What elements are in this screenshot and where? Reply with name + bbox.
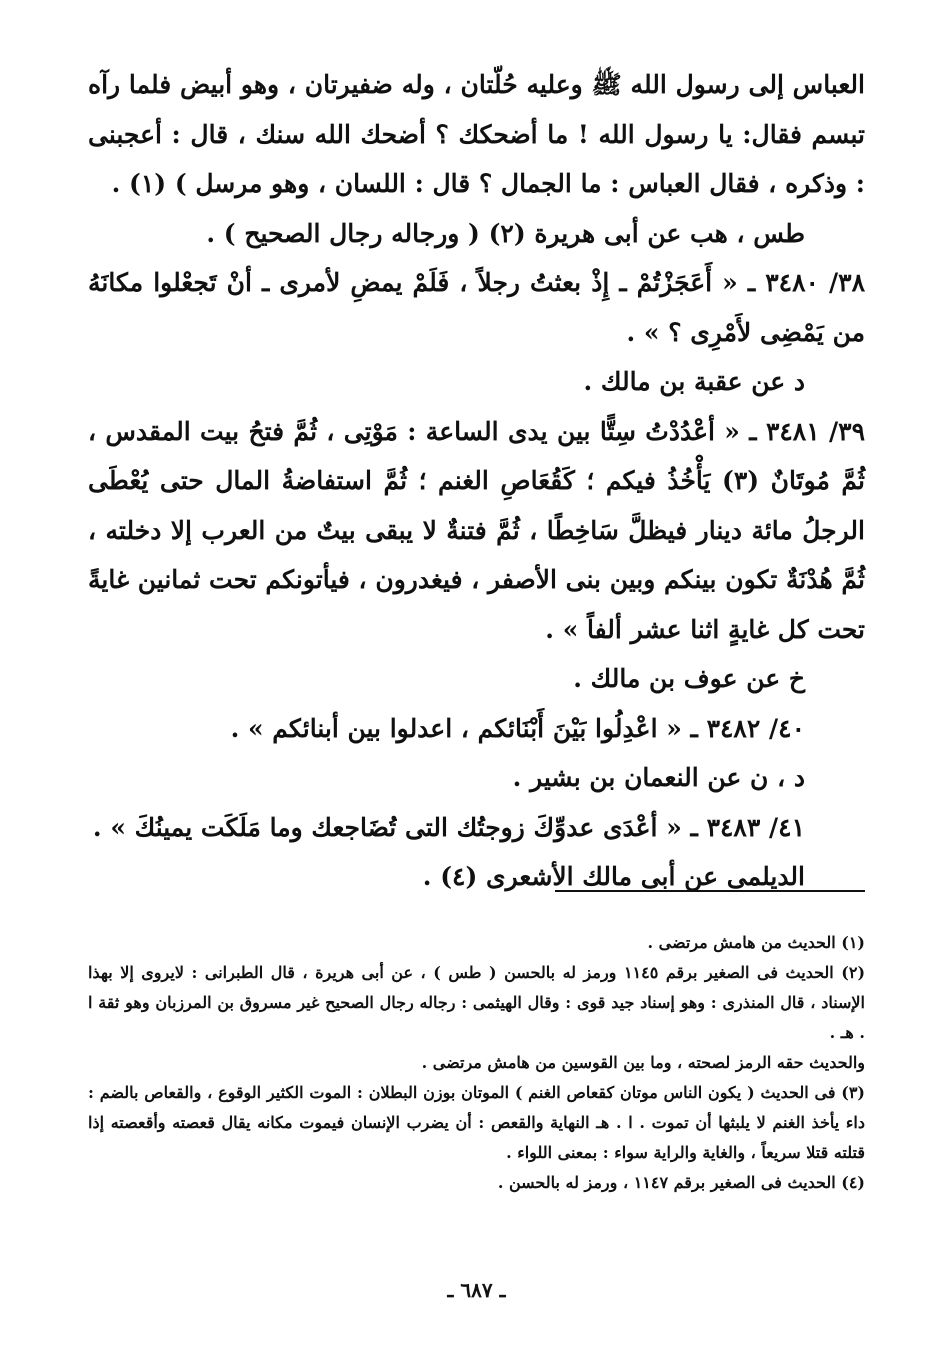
source-line: الديلمى عن أبى مالك الأشعرى (٤) . [422,862,805,891]
source-line: د عن عقبة بن مالك . [583,367,805,396]
hadith-continuation: العباس إلى رسول الله ﷺ وعليه حُلّتان ، وله ضفيرتان ، وهو أبيض فلما رآه تبسم فقال: يا رسول الله ! ما أضحكك ؟ أضحك الله سنك ، قال : أعجبنى : وذكره ، فقال العباس : ما الجمال ؟ قال : اللسان ، وهو مرسل ) (١) . [88,70,865,198]
page-number: ـ ٦٨٧ ـ [447,1278,506,1302]
hadith-3481: ٣٩/ ٣٤٨١ ـ « أعْدُدْتُ سِتًّا بين يدى الساعة : مَوْتِى ، ثُمَّ فتحُ بيت المقدس ، ثُمَّ مُوتَانٌ (٣) يَأْخُذُ فيكم ؛ كَقُعَاصِ الغنم ؛ ثُمَّ استفاضةُ المال حتى يُعْطَى الرجلُ مائة دينار فيظلَّ سَاخِطًا ، ثُمَّ فتنةٌ لا يبقى بيتٌ من العرب إلا دخلته ، ثُمَّ هُدْنَةٌ تكون بينكم وبين بنى الأصفر ، فيغدرون ، فيأتونكم تحت ثمانين غايةً تحت كل غايةٍ اثنا عشر ألفاً » . [88,416,866,644]
footnote-1: (١) الحديث من هامش مرتضى . [647,933,865,952]
footnote-divider [555,890,865,892]
footnote-2: (٢) الحديث فى الصغير برقم ١١٤٥ ورمز له بالحسن ( طس ) ، عن أبى هريرة ، قال الطبرانى : لايروى إلا بهذا الإسناد ، قال المنذرى : وهو إسناد جيد قوى : وقال الهيثمى : رجاله رجال الصحيح غير مسروق بن المرزبان وهو ثقة ا . هـ . [88,963,866,1042]
footnote-3: (٣) فى الحديث ( يكون الناس موتان كقعاص الغنم ) الموتان بوزن البطلان : الموت الكثير الوقوع ، والقعاص بالضم : داء يأخذ الغنم لا يلبثها أن تموت . ا . هـ النهاية والقعص : أن يضرب الإنسان فيموت مكانه يقال قعصته وأقعصته إذا قتلته قتلا سريعاً ، والغاية والراية سواء : بمعنى اللواء . [88,1083,865,1162]
footnote-4: (٤) الحديث فى الصغير برقم ١١٤٧ ، ورمز له بالحسن . [497,1173,865,1192]
hadith-3482: ٤٠/ ٣٤٨٢ ـ « اعْدِلُوا بَيْنَ أَبْنَائكم ، اعدلوا بين أبنائكم » . [230,713,805,743]
book-page [88,60,865,1310]
source-line: د ، ن عن النعمان بن بشير . [512,763,805,792]
footnote-2-note: والحديث حقه الرمز لصحته ، وما بين القوسين من هامش مرتضى . [421,1053,865,1072]
hadith-3480: ٣٨/ ٣٤٨٠ ـ « أَعَجَزْتُمْ ـ إِذْ بعثتُ رجلاً ، فَلَمْ يمضِ لأمرى ـ أنْ تَجعْلوا مكانَهُ من يَمْضِى لأَمْرِى ؟ » . [88,268,865,347]
source-line: طس ، هب عن أبى هريرة (٢) ( ورجاله رجال الصحيح ) . [206,218,805,248]
footnotes [88,928,865,1198]
hadith-3483: ٤١/ ٣٤٨٣ ـ « أعْدَى عدوِّكَ زوجتُك التى تُضَاجعك وما مَلَكَت يمينُكَ » . [92,812,805,842]
main-text [88,60,865,902]
source-line: خ عن عوف بن مالك . [573,664,805,693]
